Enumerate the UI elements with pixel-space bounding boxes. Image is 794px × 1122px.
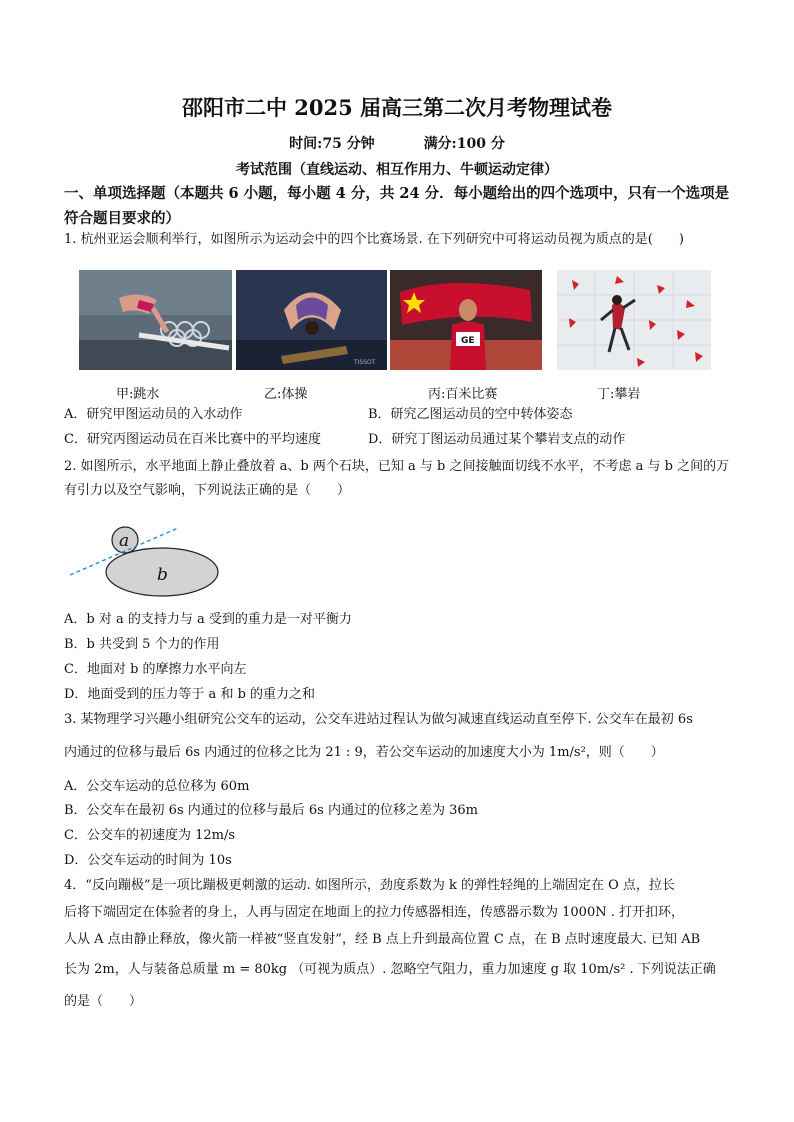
caption-bing: 丙:百米比赛 <box>428 387 498 402</box>
exam-time: 时间:75 分钟 <box>289 136 375 152</box>
sprint-photo <box>390 270 542 370</box>
q4-line2: 后将下端固定在体验者的身上，人再与固定在地面上的拉力传感器相连，传感器示数为 1000N . 打开扣环， <box>64 905 684 920</box>
label-a: a <box>119 531 130 551</box>
q4-line3: 人从 A 点由静止释放，像火箭一样被“竖直发射”，经 B 点上升到最高位置 C 点，在 B 点时速度最大. 已知 AB <box>64 932 701 947</box>
q1-option-a: A．研究甲图运动员的入水动作 <box>64 407 243 422</box>
section-heading: 一、单项选择题（本题共 6 小题，每小题 4 分，共 24 分．每小题给出的四个选项中，只有一个选项是符合题目要求的） <box>64 185 730 227</box>
climbing-photo <box>557 270 711 370</box>
q2-option-a: A．b 对 a 的支持力与 a 受到的重力是一对平衡力 <box>64 612 352 627</box>
label-b: b <box>157 565 168 585</box>
q3-option-b: B．公交车在最初 6s 内通过的位移与最后 6s 内通过的位移之差为 36m <box>64 803 478 818</box>
q2-option-d: D．地面受到的压力等于 a 和 b 的重力之和 <box>64 687 316 702</box>
q3-stem-line1: 3. 某物理学习兴趣小组研究公交车的运动，公交车进站过程认为做匀减速直线运动直至停下. 公交车在最初 6s <box>64 712 693 727</box>
q1-option-d: D．研究丁图运动员通过某个攀岩支点的动作 <box>368 432 626 447</box>
q2-option-c: C．地面对 b 的摩擦力水平向左 <box>64 662 247 677</box>
q4-line4: 长为 2m，人与装备总质量 m = 80kg （可视为质点）. 忽略空气阻力，重力加速度 g 取 10m/s² . 下列说法正确 <box>64 962 716 977</box>
caption-yi: 乙:体操 <box>264 387 308 402</box>
exam-title: 邵阳市二中 2025 届高三第二次月考物理试卷 <box>181 95 613 120</box>
q3-option-a: A．公交车运动的总位移为 60m <box>64 779 250 794</box>
q4-line1: 4．“反向蹦极”是一项比蹦极更刺激的运动. 如图所示，劲度系数为 k 的弹性轻绳的上端固定在 O 点，拉长 <box>64 878 675 893</box>
stone-diagram <box>64 520 244 600</box>
caption-jia: 甲:跳水 <box>116 387 160 402</box>
q4-line5: 的是（ ） <box>64 994 143 1009</box>
q1-stem: 1. 杭州亚运会顺利举行，如图所示为运动会中的四个比赛场景. 在下列研究中可将运动员视为质点的是( ) <box>64 232 684 247</box>
q2-option-b: B．b 共受到 5 个力的作用 <box>64 637 220 652</box>
q3-option-d: D．公交车运动的时间为 10s <box>64 853 232 868</box>
exam-info <box>0 133 794 153</box>
exam-score: 满分:100 分 <box>423 136 505 152</box>
svg-text:TISSOT: TISSOT <box>354 359 376 366</box>
q1-option-c: C．研究丙图运动员在百米比赛中的平均速度 <box>64 432 321 447</box>
q3-option-c: C．公交车的初速度为 12m/s <box>64 828 235 843</box>
diving-photo <box>79 270 232 370</box>
exam-scope: 考试范围（直线运动、相互作用力、牛顿运动定律） <box>236 162 558 178</box>
gymnastics-photo <box>236 270 387 370</box>
q3-stem-line2: 内通过的位移与最后 6s 内通过的位移之比为 21 : 9，若公交车运动的加速度大小为 1m/s²，则（ ） <box>64 745 664 760</box>
q2-stem: 2. 如图所示，水平地面上静止叠放着 a、b 两个石块，已知 a 与 b 之间接触面切线不水平，不考虑 a 与 b 之间的万有引力以及空气影响，下列说法正确的是（ ） <box>64 459 730 498</box>
bib-label: GE <box>461 336 475 346</box>
q1-option-b: B．研究乙图运动员的空中转体姿态 <box>368 407 573 422</box>
caption-ding: 丁:攀岩 <box>597 387 641 402</box>
